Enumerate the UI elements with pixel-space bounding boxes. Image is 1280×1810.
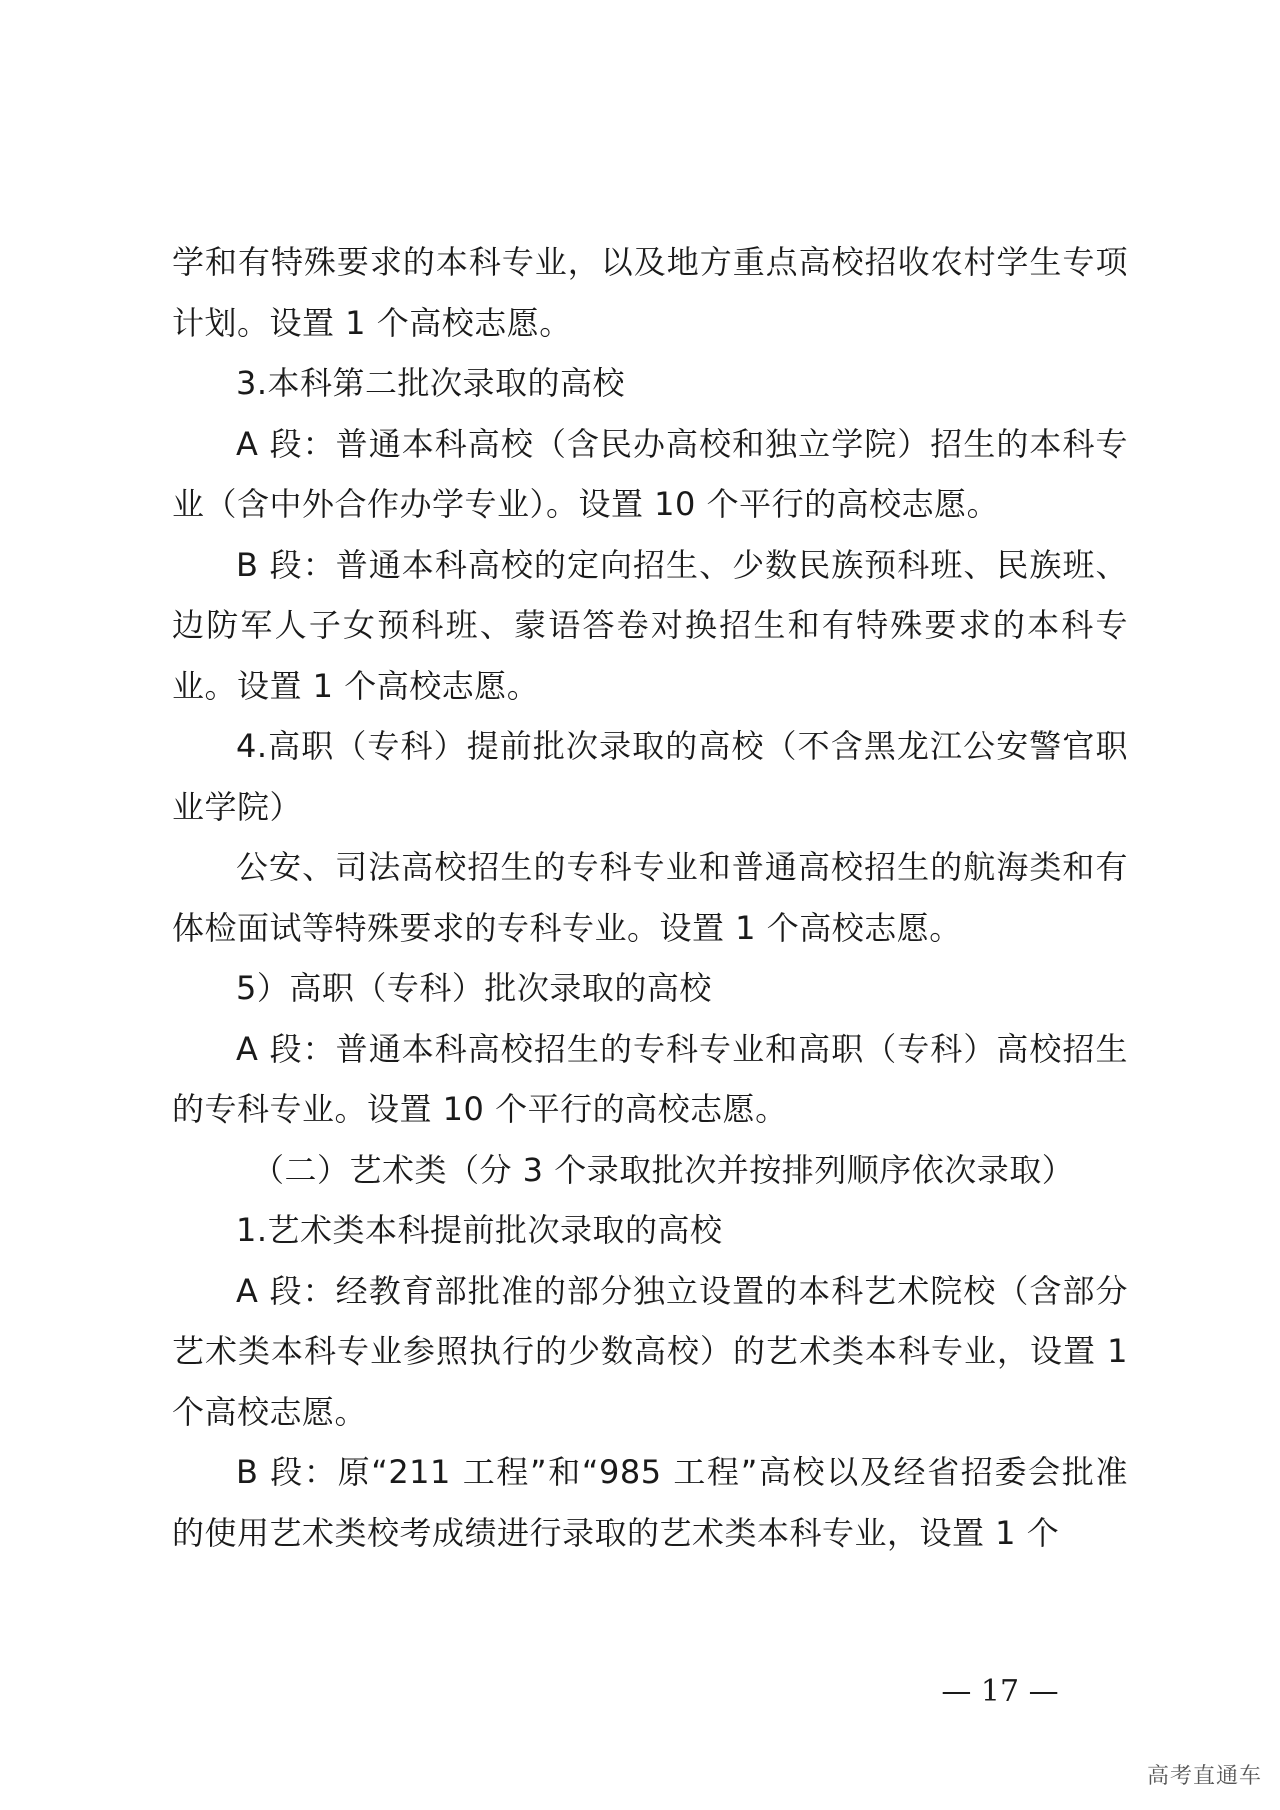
section-heading: （二）艺术类（分 3 个录取批次并按排列顺序依次录取） bbox=[252, 1150, 1075, 1189]
section-heading: 3.本科第二批次录取的高校 bbox=[236, 364, 626, 402]
paragraph: B 段：普通本科高校的定向招生、少数民族预科班、民族班、边防军人子女预科班、蒙语答卷对换招生和有特殊要求的本科专业。设置 1 个高校志愿。 bbox=[172, 545, 1128, 705]
paragraph: 公安、司法高校招生的专科专业和普通高校招生的航海类和有体检面试等特殊要求的专科专业。设置 1 个高校志愿。 bbox=[172, 848, 1128, 947]
page-number: — 17 — bbox=[941, 1674, 1059, 1709]
section-heading: 5）高职（专科）批次录取的高校 bbox=[236, 969, 712, 1007]
paragraph: A 段：经教育部批准的部分独立设置的本科艺术院校（含部分艺术类本科专业参照执行的少数高校）的艺术类本科专业，设置 1 个高校志愿。 bbox=[172, 1271, 1128, 1431]
paragraph: B 段：原“211 工程”和“985 工程”高校以及经省招委会批准的使用艺术类校考成绩进行录取的艺术类本科专业，设置 1 个 bbox=[172, 1453, 1128, 1552]
paragraph: A 段：普通本科高校招生的专科专业和高职（专科）高校招生的专科专业。设置 10 个平行的高校志愿。 bbox=[172, 1029, 1128, 1128]
watermark: 高考直通车 bbox=[1146, 1764, 1262, 1789]
document-body bbox=[172, 232, 1128, 1563]
paragraph: 学和有特殊要求的本科专业，以及地方重点高校招收农村学生专项计划。设置 1 个高校志愿。 bbox=[172, 243, 1128, 342]
paragraph: A 段：普通本科高校（含民办高校和独立学院）招生的本科专业（含中外合作办学专业）。设置 10 个平行的高校志愿。 bbox=[172, 424, 1128, 523]
section-heading: 1.艺术类本科提前批次录取的高校 bbox=[236, 1211, 723, 1249]
section-heading: 4.高职（专科）提前批次录取的高校（不含黑龙江公安警官职业学院） bbox=[172, 727, 1128, 826]
